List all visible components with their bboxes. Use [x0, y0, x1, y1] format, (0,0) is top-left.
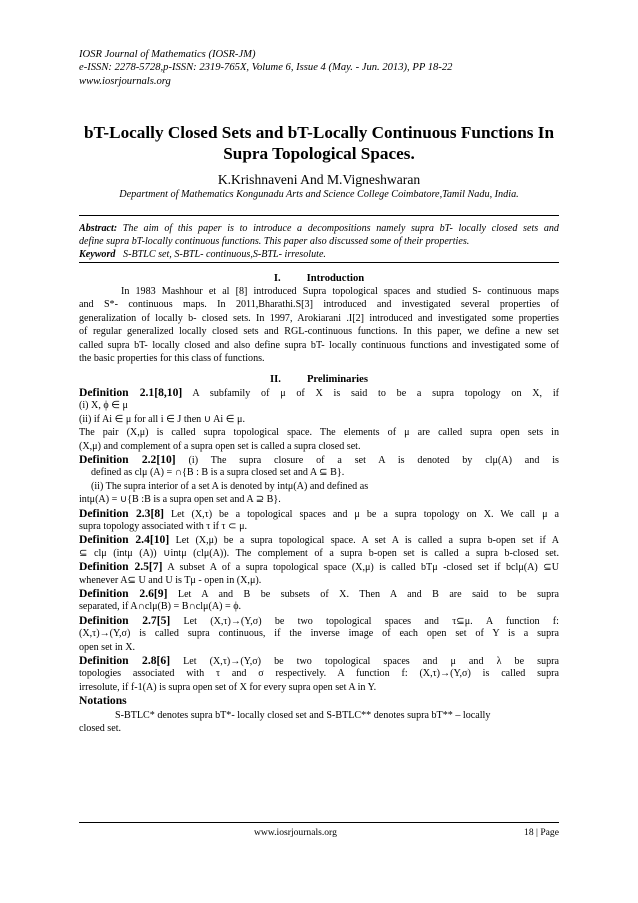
- definition-text: open set in X.: [79, 641, 136, 653]
- definition-text: (i) The supra closure of a set A is denoted by clμ(A) and is: [175, 455, 559, 466]
- definition-text: A subset A of a supra topological space (X,μ) is called bTμ -closed set if bclμ(A) ⊆U: [162, 562, 559, 574]
- body-line: [79, 520, 559, 533]
- body-line: [79, 627, 559, 640]
- body-line: [79, 399, 559, 412]
- abstract-label: Abstract:: [79, 223, 118, 234]
- section-number: I.: [273, 273, 281, 284]
- definition-line: [79, 560, 559, 573]
- definition-text: (ii) if Ai ∈ μ for all i ∈ J then ∪ Ai ∈ μ.: [79, 413, 245, 425]
- abstract: [79, 222, 559, 249]
- definition-label: Definition 2.1[8,10]: [79, 386, 183, 399]
- intro-line: generalization of locally b- closed sets. In 1997, Arokiarani .I[2] introduced and investigated some properties: [79, 312, 559, 324]
- definition-text: whenever A⊆ U and U is Tμ - open in (X,μ).: [79, 574, 262, 586]
- definition-text: Let (X,τ)→(Y,σ) be two topological spaces and τ⊆μ. A function f:: [170, 615, 559, 627]
- body-line: [79, 681, 559, 694]
- definition-text: (i) X, ϕ ∈ μ: [79, 400, 128, 412]
- introduction-body: [79, 285, 559, 365]
- section-number: II.: [270, 374, 281, 385]
- footer-rule: [79, 822, 559, 823]
- intro-line: of regular generalized locally closed sets and RGL-continuous functions. In this paper, we define a new set: [79, 326, 559, 338]
- abstract-bottom-rule: [79, 262, 559, 263]
- section-heading-introduction: [79, 272, 559, 285]
- definition-text: Let A and B be subsets of X. Then A and B are said to be supra: [167, 588, 559, 600]
- definition-text: intμ(A) = ∪{B :B is a supra open set and A ⊇ B}.: [79, 494, 281, 506]
- definition-text: separated, if A∩clμ(B) = B∩clμ(A) = ϕ.: [79, 601, 242, 613]
- intro-line: In 1983 Mashhour et al [8] introduced Supra topological spaces and studied S- continuous maps: [121, 286, 559, 297]
- definition-label: Definition 2.2[10]: [79, 453, 176, 466]
- definition-line: [79, 386, 559, 399]
- definition-text: Let (X,μ) be a supra topological space. A set A is called a supra b-open set if A: [169, 535, 559, 547]
- body-line: [79, 547, 559, 560]
- keywords-text: S-BTLC set, S-BTL- continuous,S-BTL- irresolute.: [123, 249, 326, 260]
- definition-label: Definition 2.7[5]: [79, 613, 171, 627]
- definition-line: [79, 507, 559, 520]
- body-line: [79, 493, 559, 506]
- body-line: [79, 440, 559, 453]
- definition-text: A subfamily of μ of X is said to be a supra topology on X, if: [182, 388, 559, 399]
- journal-header: [79, 48, 559, 88]
- journal-site: www.iosrjournals.org: [79, 75, 171, 87]
- abstract-line-1: The aim of this paper is to introduce a decompositions namely supra bT- locally closed sets and: [122, 223, 559, 234]
- definition-text: topologies associated with τ and σ respectively. A function f: (X,τ)→(Y,σ) is called supra: [79, 668, 559, 680]
- keywords: [79, 248, 559, 261]
- definition-text: irresolute, if f-1(A) is supra open set of X for every supra open set A in Y.: [79, 681, 377, 693]
- definition-label: Notations: [79, 694, 127, 708]
- title-line-1: bT-Locally Closed Sets and bT-Locally Continuous Functions In: [83, 123, 555, 142]
- authors: K.Krishnaveni And M.Vigneshwaran: [217, 172, 421, 187]
- definition-text: (X,τ)→(Y,σ) is called supra continuous, if the inverse image of each open set of Y is a supra: [79, 628, 559, 640]
- title-line-2: Supra Topological Spaces.: [223, 144, 415, 163]
- definition-text: S-BTLC* denotes supra bT*- locally closed set and S-BTLC** denotes supra bT** – locally: [115, 709, 491, 721]
- body-line: [79, 709, 559, 722]
- body-line: [79, 667, 559, 680]
- definition-label: Definition 2.6[9]: [79, 586, 168, 600]
- definition-text: (ii) The supra interior of a set A is denoted by intμ(A) and defined as: [91, 480, 369, 492]
- intro-line: the basic properties for this class of functions.: [79, 352, 265, 364]
- definition-line: [79, 654, 559, 667]
- footer-site: www.iosrjournals.org: [254, 827, 337, 838]
- definition-label: Definition 2.5[7]: [79, 560, 163, 574]
- abstract-top-rule: [79, 215, 559, 216]
- definition-text: Let (X,τ) be a topological spaces and μ be a supra topology on X. We call μ a: [164, 508, 559, 520]
- definition-text: ⊆ clμ (intμ (A)) ∪intμ (clμ(A)). The complement of a supra b-open set is called a supra b-closed set.: [79, 547, 559, 559]
- affiliation: Department of Mathematics Kongunadu Arts and Science College Coimbatore,Tamil Nadu, India.: [119, 189, 519, 200]
- definition-line: [79, 533, 559, 546]
- body-line: [79, 574, 559, 587]
- definition-line: [79, 694, 559, 708]
- preliminaries-body: [79, 386, 559, 735]
- keywords-label: Keyword: [79, 249, 116, 260]
- section-title: Introduction: [306, 273, 365, 284]
- section-heading-preliminaries: [79, 373, 559, 386]
- body-line: [79, 600, 559, 613]
- intro-line: called supra bT- locally closed and also define supra bT- locally continuous functions and investigated some of: [79, 339, 559, 351]
- body-line: [79, 426, 559, 439]
- definition-line: [79, 453, 559, 466]
- definition-text: defined as clμ (A) = ∩{B : B is a supra closed set and A ⊆ B}.: [91, 467, 345, 479]
- definition-label: Definition 2.3[8]: [79, 506, 164, 520]
- paper-title: [79, 122, 559, 164]
- body-line: [79, 641, 559, 654]
- page-number: 18 | Page: [524, 827, 559, 838]
- definition-text: closed set.: [79, 722, 122, 734]
- journal-issn: e-ISSN: 2278-5728,p-ISSN: 2319-765X, Volume 6, Issue 4 (May. - Jun. 2013), PP 18-22: [79, 62, 453, 74]
- definition-text: The pair (X,μ) is called supra topological space. The elements of μ are called supra open sets in: [79, 427, 559, 439]
- abstract-line-2: define supra bT-locally continuous functions. This paper also discussed some of their properties.: [79, 236, 470, 248]
- section-title: Preliminaries: [306, 374, 368, 385]
- definition-text: (X,μ) and complement of a supra open set is called a supra closed set.: [79, 440, 361, 452]
- definition-line: [79, 614, 559, 627]
- definition-line: [79, 587, 559, 600]
- intro-line: and S*- continuous maps. In 2011,Bharathi.S[3] introduced and investigated several properties of: [79, 299, 559, 311]
- journal-name: IOSR Journal of Mathematics (IOSR-JM): [79, 49, 256, 60]
- body-line: [79, 722, 559, 735]
- body-line: [79, 413, 559, 426]
- definition-label: Definition 2.8[6]: [79, 653, 171, 667]
- body-line: [79, 480, 559, 493]
- body-line: [79, 466, 559, 479]
- definition-text: Let (X,τ)→(Y,σ) be two topological spaces and μ and λ be supra: [170, 655, 559, 667]
- definition-label: Definition 2.4[10]: [79, 533, 170, 547]
- definition-text: supra topology associated with τ if τ ⊂ μ.: [79, 521, 248, 532]
